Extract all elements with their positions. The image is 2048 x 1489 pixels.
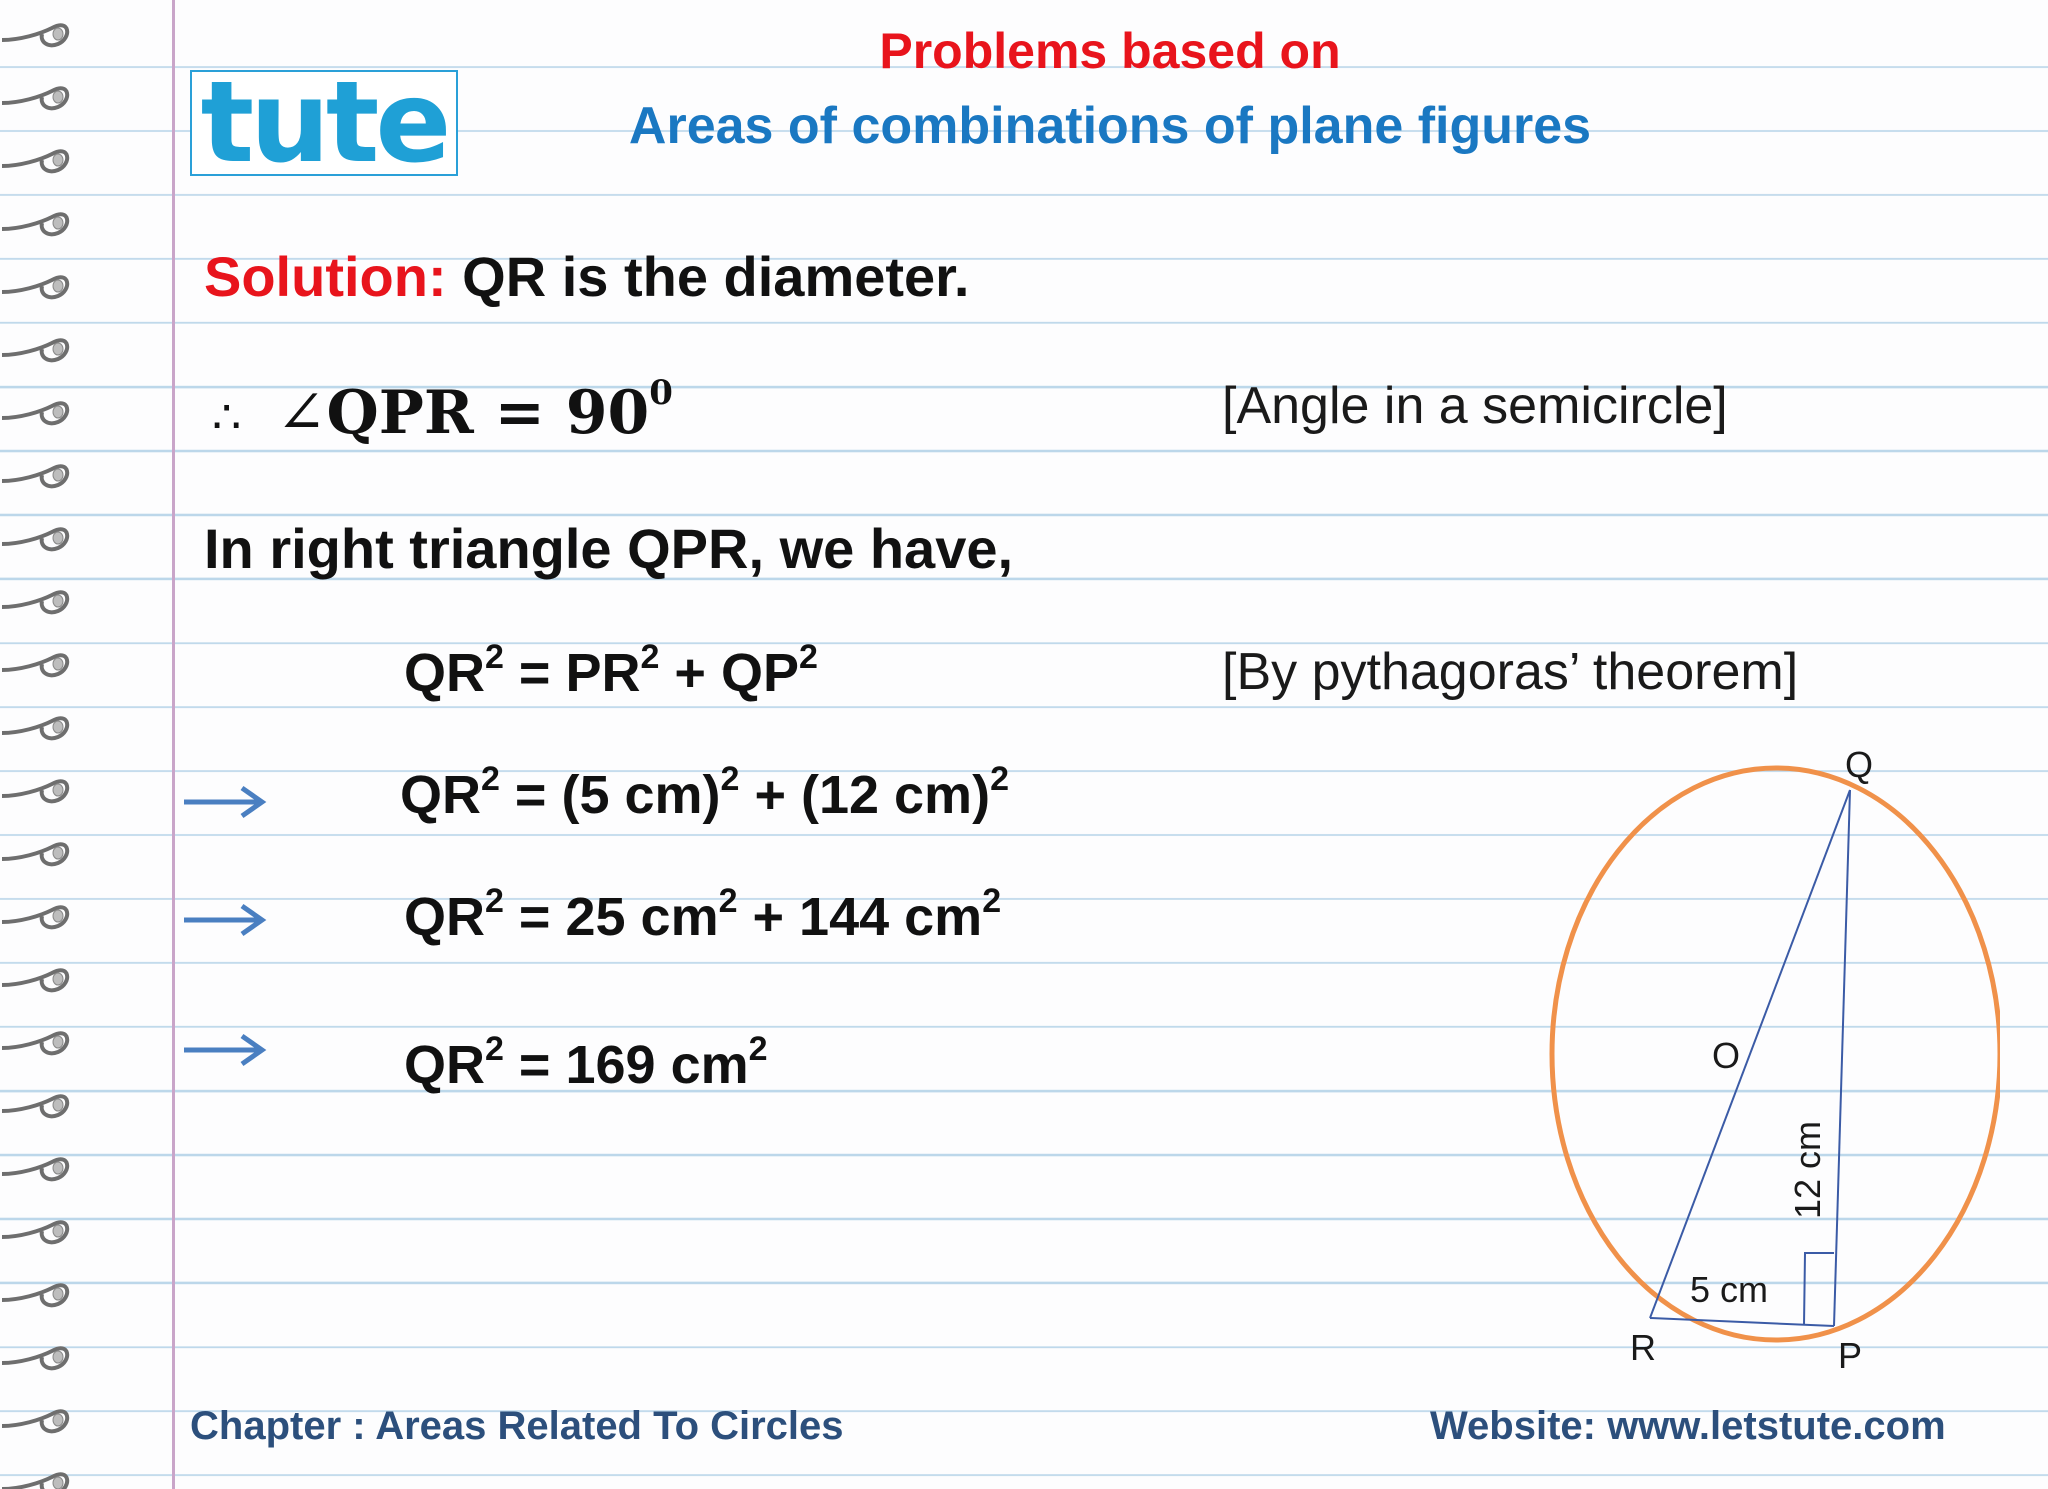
- eq-term: QR: [404, 643, 485, 703]
- spiral-ring: [2, 1096, 67, 1116]
- spiral-ring: [2, 214, 67, 234]
- label-p: P: [1838, 1335, 1863, 1376]
- eq-term: QR: [404, 1035, 485, 1095]
- solution-text: QR is the diameter.: [446, 245, 970, 308]
- footer-website[interactable]: Website: www.letstute.com: [1430, 1404, 1946, 1448]
- eq-term: = PR: [503, 643, 641, 703]
- equation-result: [404, 1030, 768, 1096]
- tute-logo: [190, 58, 458, 188]
- spiral-ring: [2, 907, 67, 927]
- eq-term: QR: [404, 887, 485, 947]
- solution-label: Solution:: [204, 245, 447, 308]
- arrow-right-icon: [180, 782, 270, 822]
- circle-triangle-diagram: [1500, 730, 2000, 1390]
- right-angle-icon: [1804, 1253, 1834, 1325]
- angle-icon: ∠: [276, 378, 327, 448]
- eq-power: 2: [798, 638, 818, 676]
- spiral-ring: [2, 1222, 67, 1242]
- arrow-right-icon: [180, 1030, 270, 1070]
- spiral-ring: [2, 1411, 67, 1431]
- equation-pythagoras: [404, 638, 818, 704]
- label-pr-length: 5 cm: [1690, 1269, 1769, 1310]
- label-o: O: [1712, 1035, 1741, 1076]
- eq-power: 2: [720, 760, 740, 798]
- logo-text: tute: [200, 58, 448, 188]
- eq-power: 2: [640, 638, 660, 676]
- diameter-qr: [1650, 790, 1850, 1318]
- angle-statement: [212, 373, 673, 448]
- equation-substitution: [400, 760, 1009, 826]
- side-qp: [1834, 790, 1850, 1326]
- eq-term: = 25 cm: [503, 887, 719, 947]
- pythagoras-reason: [By pythagoras’ theorem]: [1222, 643, 1799, 701]
- spiral-ring: [2, 1159, 67, 1179]
- spiral-ring: [2, 277, 67, 297]
- spiral-ring: [2, 781, 67, 801]
- header-title: Problems based on: [879, 23, 1341, 79]
- spiral-ring: [2, 844, 67, 864]
- spiral-ring: [2, 592, 67, 612]
- eq-power: 2: [481, 760, 500, 798]
- eq-power: 2: [485, 638, 504, 676]
- footer-chapter: Chapter : Areas Related To Circles: [190, 1404, 844, 1448]
- eq-power: 2: [485, 1030, 504, 1068]
- label-qp-length: 12 cm: [1787, 1120, 1828, 1220]
- arrow-right-icon: [180, 900, 270, 940]
- label-q: Q: [1845, 744, 1874, 785]
- therefore-symbol: ∴: [212, 390, 242, 444]
- spiral-ring: [2, 466, 67, 486]
- spiral-ring: [2, 718, 67, 738]
- angle-degree: 0: [649, 373, 673, 413]
- label-r: R: [1630, 1327, 1656, 1368]
- equation-squares: [404, 882, 1002, 948]
- eq-term: QR: [400, 765, 481, 825]
- header-subtitle: Areas of combinations of plane figures: [628, 97, 1592, 155]
- eq-power: 2: [748, 1030, 768, 1068]
- spiral-ring: [2, 529, 67, 549]
- spiral-ring: [2, 970, 67, 990]
- solution-line: [204, 244, 969, 309]
- spiral-binding: [0, 0, 80, 1489]
- intro-text: In right triangle QPR, we have,: [204, 517, 1014, 580]
- circle-outline: [1552, 768, 2000, 1340]
- spiral-ring: [2, 655, 67, 675]
- eq-term: = 169 cm: [503, 1035, 749, 1095]
- eq-power: 2: [990, 760, 1009, 798]
- eq-term: + (12 cm): [739, 765, 991, 825]
- spiral-ring: [2, 1033, 67, 1053]
- spiral-ring: [2, 1474, 67, 1489]
- spiral-ring: [2, 1348, 67, 1368]
- side-pr: [1650, 1318, 1834, 1326]
- eq-power: 2: [485, 882, 504, 920]
- angle-expression: QPR = 90: [326, 378, 650, 448]
- eq-term: + QP: [659, 643, 799, 703]
- eq-power: 2: [982, 882, 1002, 920]
- eq-term: + 144 cm: [737, 887, 983, 947]
- eq-power: 2: [718, 882, 738, 920]
- spiral-ring: [2, 340, 67, 360]
- spiral-ring: [2, 1285, 67, 1305]
- angle-reason: [Angle in a semicircle]: [1222, 377, 1728, 435]
- margin-line: [172, 0, 175, 1489]
- eq-term: = (5 cm): [499, 765, 721, 825]
- spiral-ring: [2, 403, 67, 423]
